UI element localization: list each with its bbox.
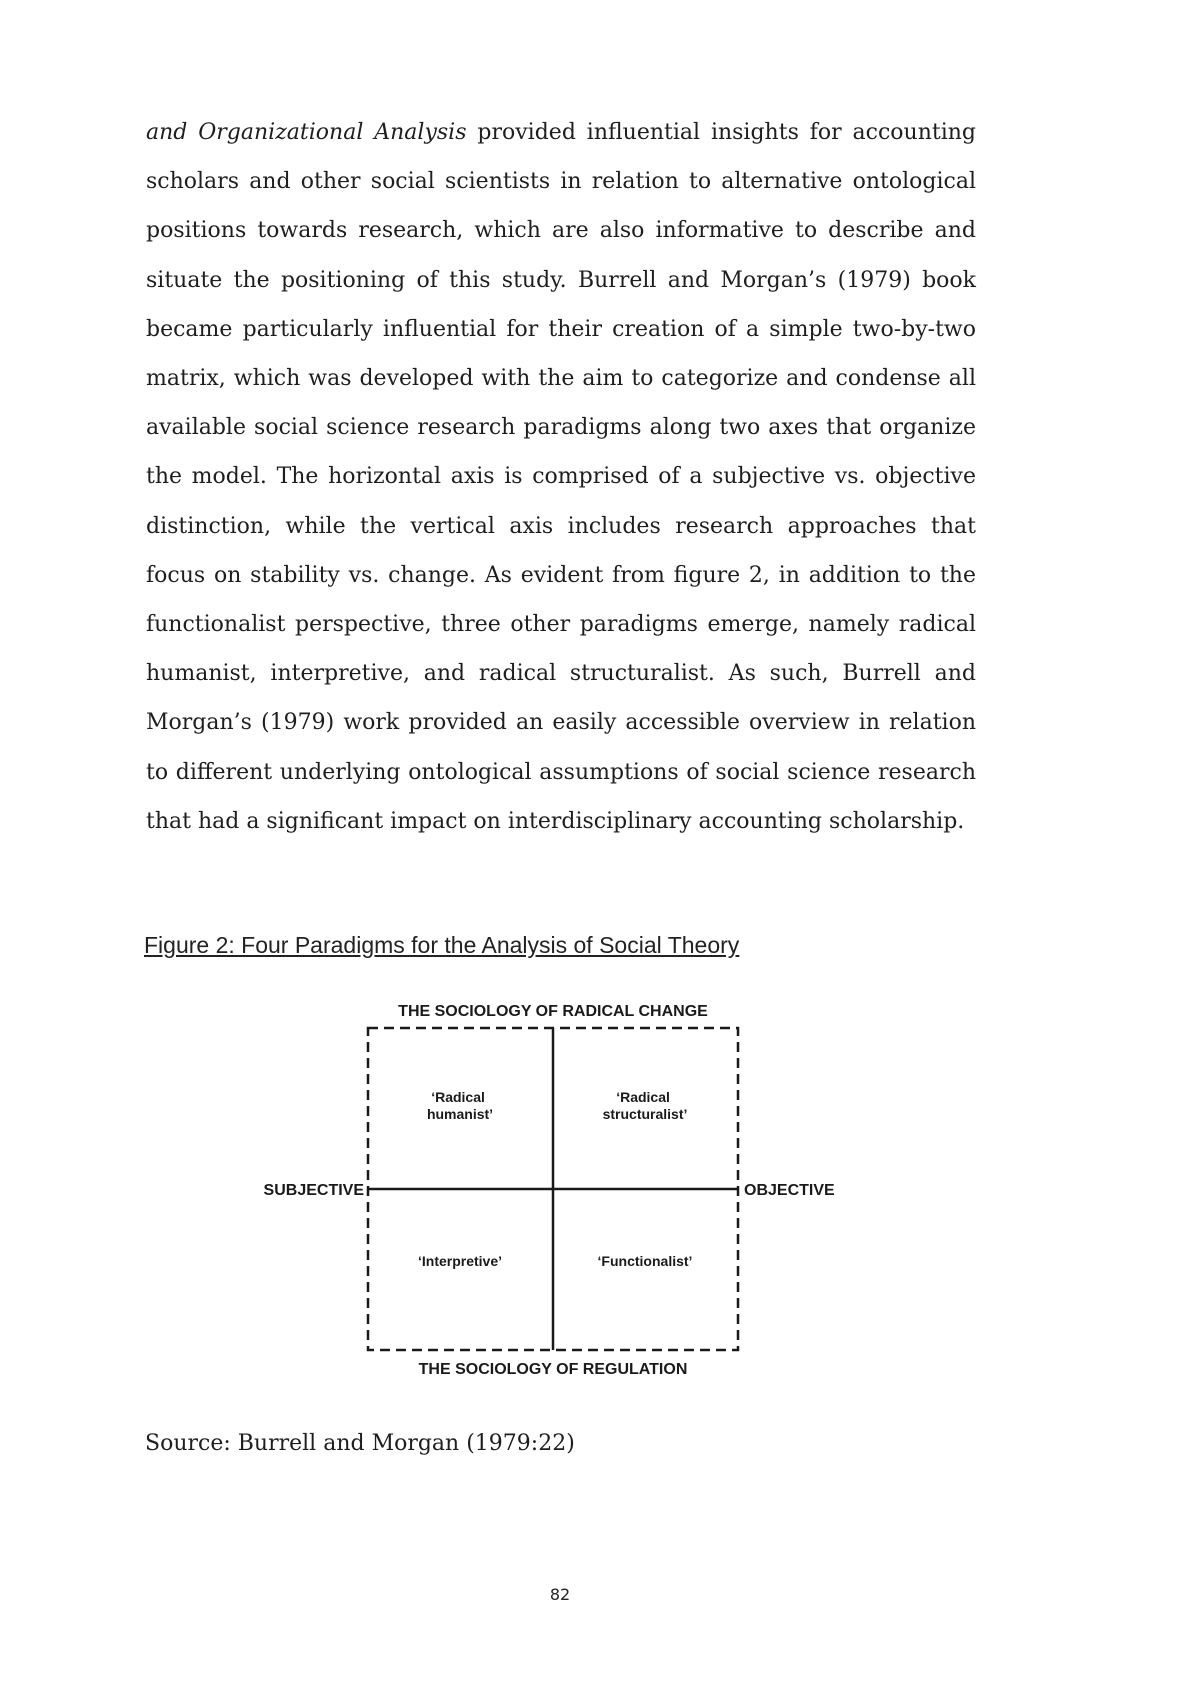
quadrant-label-line: ‘Radical (616, 1089, 670, 1105)
paragraph (146, 108, 976, 846)
paradigm-matrix-figure (240, 990, 860, 1390)
quadrant-label-line: structuralist’ (602, 1106, 688, 1122)
figure-source: Source: Burrell and Morgan (1979:22) (145, 1431, 575, 1456)
top-axis-label: THE SOCIOLOGY OF RADICAL CHANGE (398, 1003, 708, 1020)
quadrant-label-line: humanist’ (426, 1106, 494, 1122)
quadrant-radical-humanist (427, 1089, 493, 1122)
page-number: 82 (549, 1585, 571, 1604)
quadrant-interpretive: ‘Interpretive’ (417, 1253, 503, 1269)
body-paragraph (146, 108, 976, 846)
quadrant-label-line: ‘Radical (431, 1089, 485, 1105)
bottom-axis-label: THE SOCIOLOGY OF REGULATION (418, 1361, 688, 1378)
left-axis-label: SUBJECTIVE (263, 1182, 364, 1199)
paragraph-text: provided influential insights for accounting scholars and other social scientists in relation to alternative ontological positions towards research, which are also informative to describe and situate the positioning of this study. Burrell and Morgan’s (1979) book became particularly influential for their creation of a simple two-by-two matrix, which was developed with the aim to categorize and condense all available social science research paradigms along two axes that organize the model. The horizontal axis is comprised of a subjective vs. objective distinction, while the vertical axis includes research approaches that focus on stability vs. change. As evident from figure 2, in addition to the functionalist perspective, three other paradigms emerge, namely radical humanist, interpretive, and radical structuralist. As such, Burrell and Morgan’s (1979) work provided an easily accessible overview in relation to different underlying ontological assumptions of social science research that had a significant impact on interdisciplinary accounting scholarship. (146, 120, 977, 834)
quadrant-radical-structuralist (603, 1089, 688, 1122)
italic-title: and Organizational Analysis (146, 120, 467, 145)
paradigm-matrix-svg (240, 990, 860, 1390)
figure-caption: Figure 2: Four Paradigms for the Analysis of Social Theory (144, 932, 740, 958)
right-axis-label: OBJECTIVE (744, 1182, 835, 1199)
quadrant-functionalist: ‘Functionalist’ (597, 1253, 693, 1269)
